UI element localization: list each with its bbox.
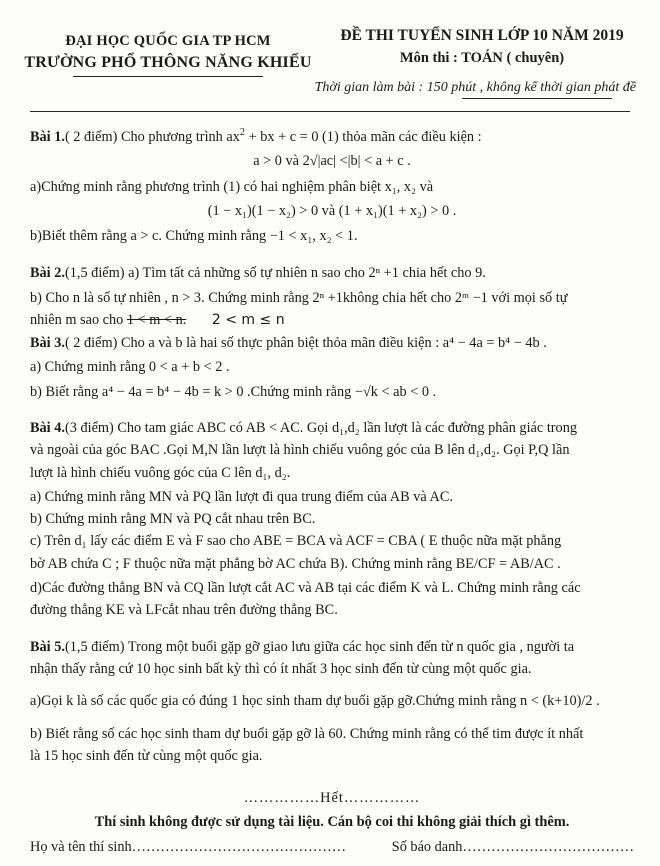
problem-4-part-c-2: bờ AB chứa C ; F thuộc nữa mặt phẳng bờ AC chứa B). Chứng minh rằng BE/CF = AB/AC . (30, 555, 561, 572)
problem-5-part-b-2: là 15 học sinh đến từ cùng một quốc gia. (30, 747, 263, 764)
candidate-number-field: Số báo danh……………………………… (391, 839, 634, 855)
problem-3 (30, 333, 634, 402)
end-marker: ……………Hết…………… (243, 790, 421, 806)
problem-2-struck-condition: 1 < m < n. (126, 312, 187, 329)
problem-5-intro-2: nhận thấy rằng cứ 10 học sinh bất kỳ thì có ít nhất 3 học sinh đến từ cùng một quốc gia. (30, 660, 532, 677)
problem-4-label: Bài 4. (30, 419, 65, 436)
candidate-name-field: Họ và tên thí sinh……………………………………… (30, 839, 347, 855)
problem-1-condition: a > 0 và 2√|ac| <|b| < a + c . (253, 153, 411, 170)
header-right-block (318, 26, 642, 77)
problem-4-part-b: b) Chứng minh rằng MN và PQ cắt nhau trên BC. (30, 511, 316, 528)
handwritten-correction: 2 < m ≤ n (211, 312, 285, 329)
document-header (0, 0, 660, 77)
problem-5-intro-1 (30, 637, 634, 657)
problem-1-part-a-display: (1 − x₁)(1 − x₂) > 0 và (1 + x₁)(1 + x₂) > 0 . (207, 203, 457, 220)
signature-row (30, 839, 634, 856)
problem-5 (30, 637, 634, 766)
university-name: ĐẠI HỌC QUỐC GIA TP HCM (65, 33, 271, 49)
problem-4-part-d-1: d)Các đường thẳng BN và CQ lần lượt cắt AC và AB tại các điểm K và L. Chứng minh rằng các (30, 580, 581, 597)
problem-4-intro-1 (30, 418, 634, 438)
document-body (0, 112, 660, 766)
problem-2-line-b2 (30, 310, 634, 331)
problem-2-label: Bài 2. (30, 264, 65, 281)
header-left-block (18, 26, 318, 77)
problem-4-intro-3: lượt là hình chiếu vuông góc của C lên d₁, d₂. (30, 464, 291, 481)
header-right-rule (462, 98, 612, 99)
problem-1 (30, 126, 634, 246)
problem-3-intro (30, 333, 634, 353)
problem-1-intro-text: ( 2 điểm) Cho phương trình ax (64, 129, 240, 146)
problem-4-intro-1-text: (3 điểm) Cho tam giác ABC có AB < AC. Gọi d₁,d₂ lần lượt là các đường phân giác trong (64, 419, 577, 436)
problem-1-intro-rest: + bx + c = 0 (1) thỏa mãn các điều kiện : (245, 129, 482, 146)
exam-title: ĐỀ THI TUYỂN SINH LỚP 10 NĂM 2019 (340, 27, 624, 44)
header-left-rule (73, 76, 263, 77)
problem-3-part-a: a) Chứng minh rằng 0 < a + b < 2 . (30, 359, 230, 376)
problem-2-line-b1: b) Cho n là số tự nhiên , n > 3. Chứng minh rằng 2ⁿ +1không chia hết cho 2ᵐ −1 với mọi số tự (30, 289, 568, 306)
problem-4-part-c-1: c) Trên d₁ lấy các điểm E và F sao cho ABE = BCA và ACF = CBA ( E thuộc nữa mặt phẳng (30, 533, 562, 550)
problem-5-intro-1-text: (1,5 điểm) Trong một buổi gặp gỡ giao lưu giữa các học sinh đến từ n quốc gia , người ta (64, 638, 575, 655)
exam-subject: Môn thi : TOÁN ( chuyên) (399, 50, 565, 67)
problem-2-line-a (30, 263, 634, 283)
problem-4-part-d-2: đường thẳng KE và LFcắt nhau trên đường thẳng BC. (30, 602, 338, 619)
problem-4-intro-2: và ngoài của góc BAC .Gọi M,N lần lượt là hình chiếu vuông góc của B lên d₁,d₂. Gọi P,Q lần (30, 442, 570, 459)
problem-2-line-a-text: (1,5 điểm) a) Tìm tất cả những số tự nhiên n sao cho 2ⁿ +1 chia hết cho 9. (64, 264, 486, 281)
problem-1-label: Bài 1. (30, 129, 65, 146)
problem-1-part-b: b)Biết thêm rằng a > c. Chứng minh rằng −1 < x₁, x₂ < 1. (30, 228, 358, 245)
problem-5-part-b-1: b) Biết rằng số các học sinh tham dự buổi gặp gỡ là 60. Chứng minh rằng có thể tim được ít nhất (30, 725, 584, 742)
problem-3-label: Bài 3. (30, 335, 65, 352)
school-name: TRƯỜNG PHỔ THÔNG NĂNG KHIẾU (24, 53, 312, 71)
problem-2 (30, 263, 634, 331)
problem-1-part-a: a)Chứng minh rằng phương trình (1) có hai nghiệm phân biệt x₁, x₂ và (30, 178, 434, 195)
problem-4-part-a: a) Chứng minh rằng MN và PQ lần lượt đi qua trung điểm của AB và AC. (30, 488, 453, 505)
problem-5-part-a: a)Gọi k là số các quốc gia có đúng 1 học sinh tham dự buổi gặp gỡ.Chứng minh rằng n < (k+10)/2 . (30, 693, 600, 710)
exam-time-note: Thời gian làm bài : 150 phút , không kể thời gian phát đề (314, 80, 636, 96)
problem-4 (30, 418, 634, 621)
problem-1-intro-exponent: 2 (239, 127, 246, 139)
problem-1-intro (30, 126, 634, 147)
document-footer (0, 790, 660, 856)
exam-note: Thí sinh không được sử dụng tài liệu. Cán bộ coi thi không giải thích gì thêm. (94, 814, 570, 830)
problem-3-intro-text: ( 2 điểm) Cho a và b là hai số thực phân biệt thỏa mãn điều kiện : a⁴ − 4a = b⁴ − 4b . (64, 335, 547, 352)
problem-3-part-b: b) Biết rằng a⁴ − 4a = b⁴ − 4b = k > 0 .Chứng minh rằng −√k < ab < 0 . (30, 383, 437, 400)
problem-5-label: Bài 5. (30, 638, 65, 655)
problem-2-line-b2-text: nhiên m sao cho (30, 312, 127, 329)
